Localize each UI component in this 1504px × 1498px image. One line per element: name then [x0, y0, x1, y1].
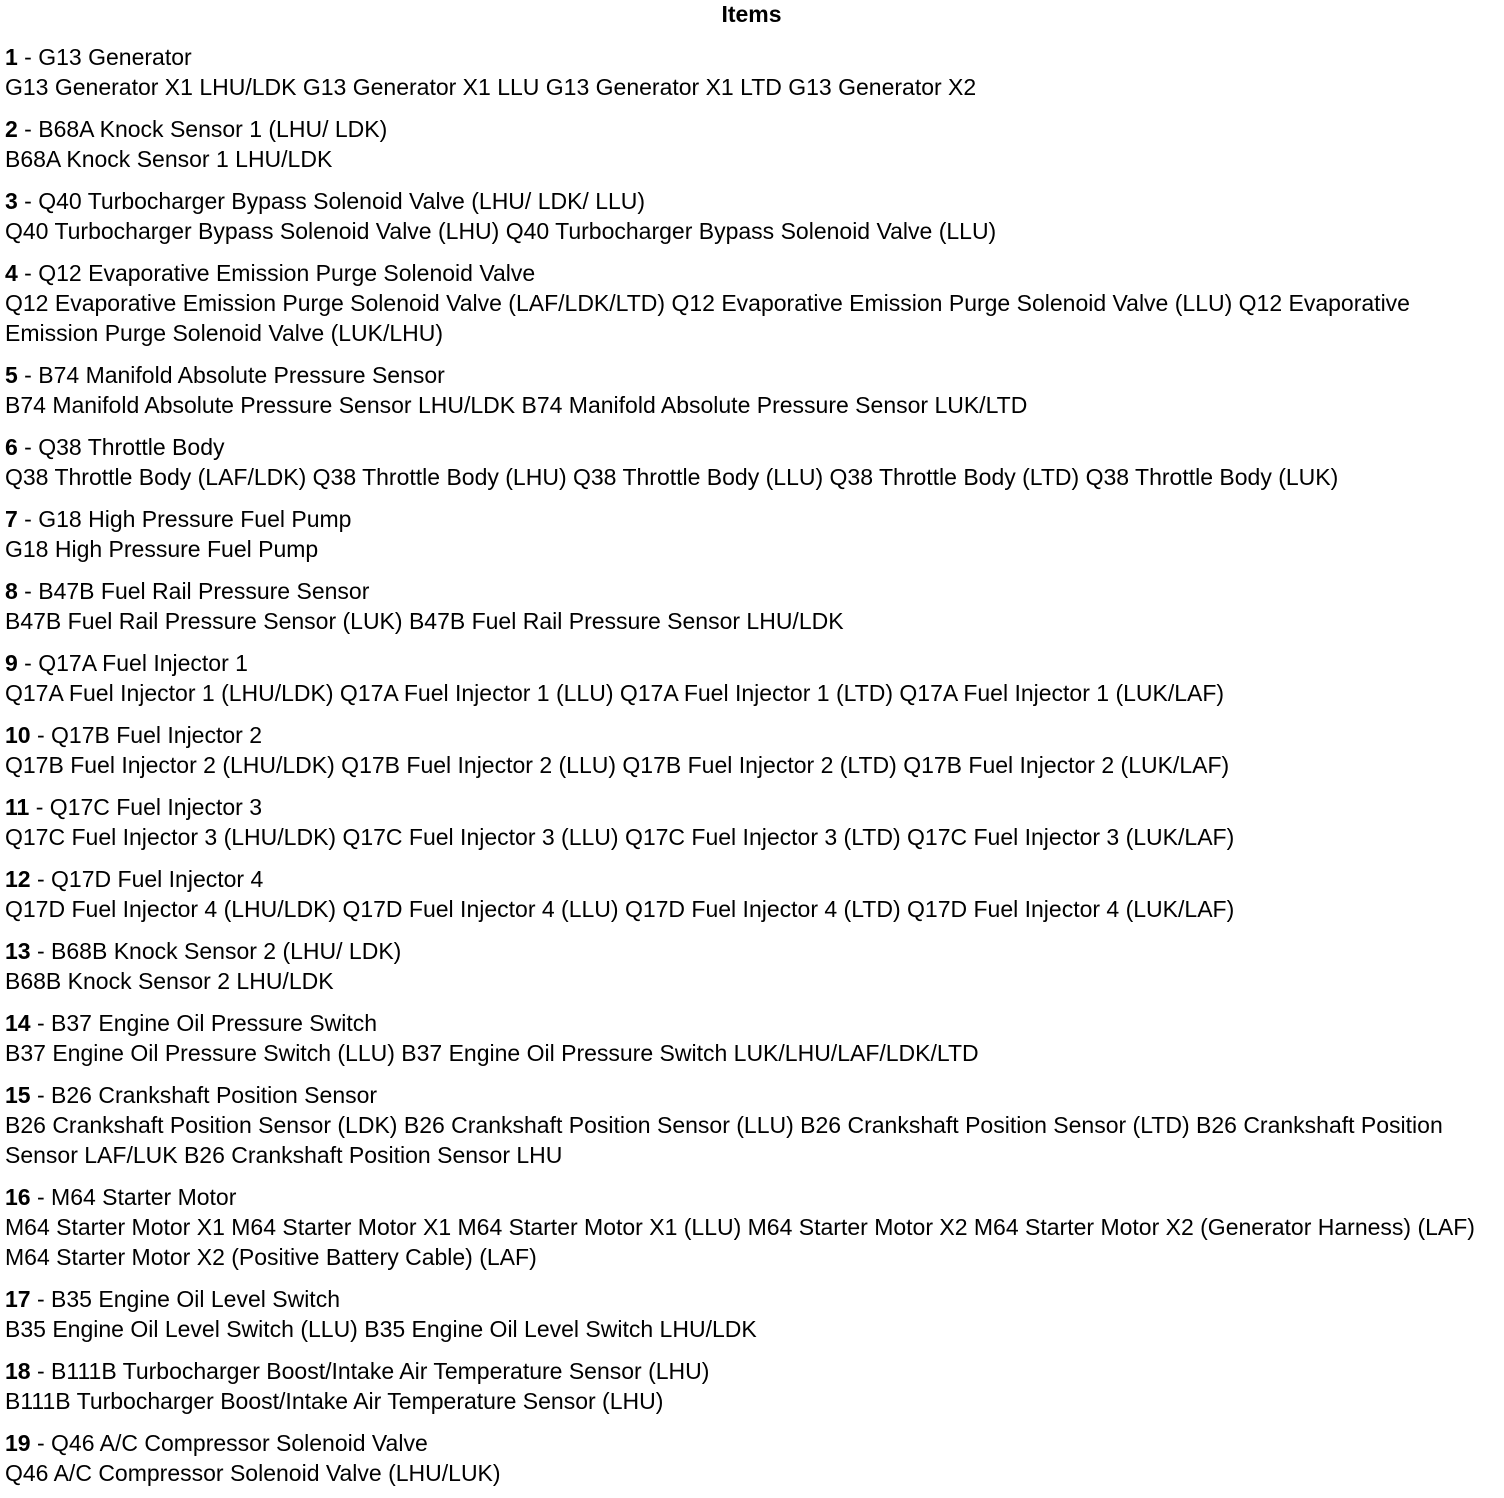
items-list: [5, 42, 1498, 1488]
item-number: 9: [5, 650, 18, 676]
item-heading: 11 - Q17C Fuel Injector 3: [5, 794, 262, 820]
page-title: Items: [721, 1, 782, 27]
item-name: B68A Knock Sensor 1 (LHU/ LDK): [38, 116, 388, 142]
item-name: M64 Starter Motor: [51, 1184, 237, 1210]
item-name: B37 Engine Oil Pressure Switch: [51, 1010, 378, 1036]
item-number: 5: [5, 362, 18, 388]
item-description: Q12 Evaporative Emission Purge Solenoid Valve (LAF/LDK/LTD) Q12 Evaporative Emission Purge Solenoid Valve (LLU) Q12 Evaporative Emission Purge Solenoid Valve (LUK/LHU): [5, 290, 1410, 346]
item-description: Q40 Turbocharger Bypass Solenoid Valve (LHU) Q40 Turbocharger Bypass Solenoid Valve (LLU): [5, 218, 997, 244]
item-description: B74 Manifold Absolute Pressure Sensor LHU/LDK B74 Manifold Absolute Pressure Sensor LUK/LTD: [5, 392, 1028, 418]
list-item-12: [5, 864, 1498, 924]
list-item-15: [5, 1080, 1498, 1170]
item-heading: 16 - M64 Starter Motor: [5, 1184, 237, 1210]
item-name: B68B Knock Sensor 2 (LHU/ LDK): [51, 938, 402, 964]
list-item-4: [5, 258, 1498, 348]
item-number: 18: [5, 1358, 31, 1384]
list-item-9: [5, 648, 1498, 708]
item-number: 3: [5, 188, 18, 214]
item-name: Q17B Fuel Injector 2: [51, 722, 262, 748]
item-name: B35 Engine Oil Level Switch: [51, 1286, 340, 1312]
item-description: B68A Knock Sensor 1 LHU/LDK: [5, 146, 333, 172]
item-name: G18 High Pressure Fuel Pump: [38, 506, 352, 532]
list-item-17: [5, 1284, 1498, 1344]
item-description: B111B Turbocharger Boost/Intake Air Temperature Sensor (LHU): [5, 1388, 664, 1414]
list-item-11: [5, 792, 1498, 852]
item-description: M64 Starter Motor X1 M64 Starter Motor X1 M64 Starter Motor X1 (LLU) M64 Starter Motor X2 M64 Starter Motor X2 (Generator Harness) (LAF) M64 Starter Motor X2 (Positive Battery Cable) (LAF): [5, 1214, 1475, 1270]
item-heading: 3 - Q40 Turbocharger Bypass Solenoid Valve (LHU/ LDK/ LLU): [5, 188, 646, 214]
item-number: 1: [5, 44, 18, 70]
item-name: B26 Crankshaft Position Sensor: [51, 1082, 378, 1108]
item-description: G18 High Pressure Fuel Pump: [5, 536, 319, 562]
item-number: 16: [5, 1184, 31, 1210]
item-name: Q17A Fuel Injector 1: [38, 650, 248, 676]
item-heading: 18 - B111B Turbocharger Boost/Intake Air Temperature Sensor (LHU): [5, 1358, 710, 1384]
item-heading: 12 - Q17D Fuel Injector 4: [5, 866, 264, 892]
item-number: 7: [5, 506, 18, 532]
item-number: 17: [5, 1286, 31, 1312]
list-item-1: [5, 42, 1498, 102]
item-description: Q17A Fuel Injector 1 (LHU/LDK) Q17A Fuel Injector 1 (LLU) Q17A Fuel Injector 1 (LTD) Q17A Fuel Injector 1 (LUK/LAF): [5, 680, 1225, 706]
item-heading: 9 - Q17A Fuel Injector 1: [5, 650, 248, 676]
item-description: B47B Fuel Rail Pressure Sensor (LUK) B47B Fuel Rail Pressure Sensor LHU/LDK: [5, 608, 844, 634]
list-item-19: [5, 1428, 1498, 1488]
list-item-7: [5, 504, 1498, 564]
item-name: Q40 Turbocharger Bypass Solenoid Valve (LHU/ LDK/ LLU): [38, 188, 646, 214]
item-number: 19: [5, 1430, 31, 1456]
item-number: 8: [5, 578, 18, 604]
item-heading: 1 - G13 Generator: [5, 44, 192, 70]
list-item-18: [5, 1356, 1498, 1416]
item-heading: 17 - B35 Engine Oil Level Switch: [5, 1286, 340, 1312]
item-description: B35 Engine Oil Level Switch (LLU) B35 Engine Oil Level Switch LHU/LDK: [5, 1316, 757, 1342]
item-number: 6: [5, 434, 18, 460]
item-number: 15: [5, 1082, 31, 1108]
item-name: Q38 Throttle Body: [38, 434, 225, 460]
item-name: B74 Manifold Absolute Pressure Sensor: [38, 362, 445, 388]
item-number: 2: [5, 116, 18, 142]
list-item-3: [5, 186, 1498, 246]
item-description: Q17C Fuel Injector 3 (LHU/LDK) Q17C Fuel Injector 3 (LLU) Q17C Fuel Injector 3 (LTD) Q17C Fuel Injector 3 (LUK/LAF): [5, 824, 1235, 850]
item-name: Q12 Evaporative Emission Purge Solenoid Valve: [38, 260, 536, 286]
item-number: 13: [5, 938, 31, 964]
list-item-10: [5, 720, 1498, 780]
item-name: Q17C Fuel Injector 3: [49, 794, 262, 820]
item-description: Q17D Fuel Injector 4 (LHU/LDK) Q17D Fuel Injector 4 (LLU) Q17D Fuel Injector 4 (LTD) Q17D Fuel Injector 4 (LUK/LAF): [5, 896, 1235, 922]
item-description: G13 Generator X1 LHU/LDK G13 Generator X1 LLU G13 Generator X1 LTD G13 Generator X2: [5, 74, 977, 100]
list-item-2: [5, 114, 1498, 174]
item-description: B68B Knock Sensor 2 LHU/LDK: [5, 968, 334, 994]
item-description: B26 Crankshaft Position Sensor (LDK) B26 Crankshaft Position Sensor (LLU) B26 Crankshaft Position Sensor (LTD) B26 Crankshaft Position Sensor LAF/LUK B26 Crankshaft Position Sensor LHU: [5, 1112, 1443, 1168]
item-heading: 5 - B74 Manifold Absolute Pressure Sensor: [5, 362, 445, 388]
item-number: 4: [5, 260, 18, 286]
item-description: Q17B Fuel Injector 2 (LHU/LDK) Q17B Fuel Injector 2 (LLU) Q17B Fuel Injector 2 (LTD) Q17B Fuel Injector 2 (LUK/LAF): [5, 752, 1230, 778]
item-heading: 13 - B68B Knock Sensor 2 (LHU/ LDK): [5, 938, 402, 964]
list-item-8: [5, 576, 1498, 636]
item-heading: 15 - B26 Crankshaft Position Sensor: [5, 1082, 378, 1108]
item-heading: 8 - B47B Fuel Rail Pressure Sensor: [5, 578, 370, 604]
item-heading: 2 - B68A Knock Sensor 1 (LHU/ LDK): [5, 116, 388, 142]
item-name: B47B Fuel Rail Pressure Sensor: [38, 578, 370, 604]
list-item-13: [5, 936, 1498, 996]
item-number: 14: [5, 1010, 31, 1036]
item-name: Q46 A/C Compressor Solenoid Valve: [51, 1430, 428, 1456]
list-item-16: [5, 1182, 1498, 1272]
item-name: G13 Generator: [38, 44, 192, 70]
list-item-5: [5, 360, 1498, 420]
item-description: Q38 Throttle Body (LAF/LDK) Q38 Throttle Body (LHU) Q38 Throttle Body (LLU) Q38 Throttle Body (LTD) Q38 Throttle Body (LUK): [5, 464, 1339, 490]
item-heading: 6 - Q38 Throttle Body: [5, 434, 225, 460]
list-item-14: [5, 1008, 1498, 1068]
item-heading: 10 - Q17B Fuel Injector 2: [5, 722, 262, 748]
item-description: B37 Engine Oil Pressure Switch (LLU) B37 Engine Oil Pressure Switch LUK/LHU/LAF/LDK/LTD: [5, 1040, 979, 1066]
item-heading: 7 - G18 High Pressure Fuel Pump: [5, 506, 352, 532]
item-name: Q17D Fuel Injector 4: [51, 866, 264, 892]
item-name: B111B Turbocharger Boost/Intake Air Temperature Sensor (LHU): [51, 1358, 710, 1384]
item-heading: 14 - B37 Engine Oil Pressure Switch: [5, 1010, 378, 1036]
item-number: 12: [5, 866, 31, 892]
item-heading: 19 - Q46 A/C Compressor Solenoid Valve: [5, 1430, 428, 1456]
item-number: 10: [5, 722, 31, 748]
item-heading: 4 - Q12 Evaporative Emission Purge Solenoid Valve: [5, 260, 536, 286]
item-description: Q46 A/C Compressor Solenoid Valve (LHU/LUK): [5, 1460, 501, 1486]
item-number: 11: [5, 794, 30, 820]
list-item-6: [5, 432, 1498, 492]
